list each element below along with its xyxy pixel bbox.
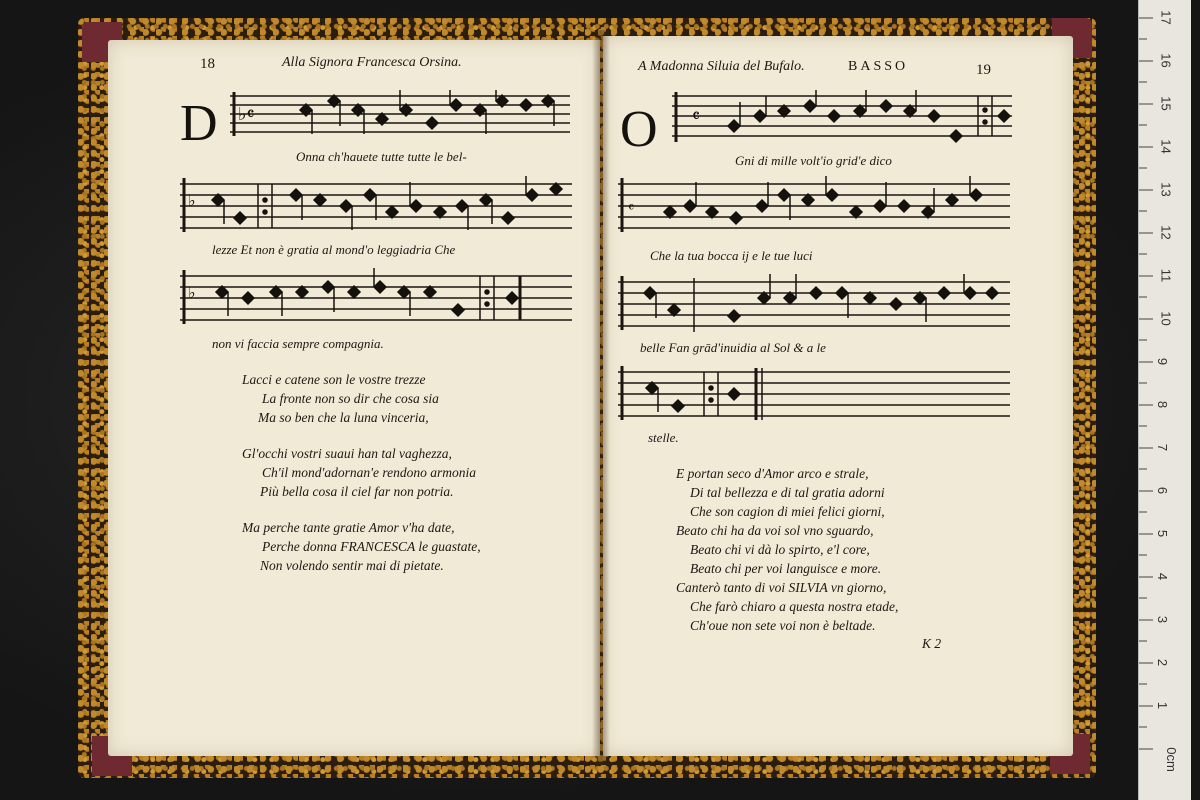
poem-line: Beato chi ha da voi sol vno sguardo, [676, 523, 874, 538]
poem-line: Perche donna FRANCESCA le guastate, [262, 539, 481, 554]
page-header-left: Alla Signora Francesca Orsina. [282, 55, 462, 70]
svg-text:♭: ♭ [188, 283, 196, 302]
measurement-ruler [1138, 0, 1191, 800]
ruler-label: 6 [1155, 486, 1171, 495]
poem-line: La fronte non so dir che cosa sia [262, 391, 439, 406]
svg-text:♭: ♭ [188, 191, 196, 210]
ruler-label: 3 [1155, 615, 1171, 624]
book-gutter [592, 30, 610, 765]
ruler-label: 5 [1155, 529, 1171, 538]
music-staff [180, 268, 572, 326]
svg-text:𝄴: 𝄴 [692, 106, 701, 127]
ruler-label: 2 [1155, 658, 1171, 667]
lyric-line: Gni di mille volt'io grid'e dico [735, 153, 892, 168]
music-staff [618, 274, 1010, 334]
music-staff [180, 176, 572, 234]
music-staff [230, 90, 570, 138]
poem-line: Beato chi per voi languisce e more. [690, 561, 882, 576]
music-staff [618, 176, 1010, 234]
ruler-label: 9 [1155, 357, 1171, 366]
signature-mark: K 2 [922, 636, 942, 651]
page-number-left: 18 [200, 56, 215, 72]
poem-line: Lacci e catene son le vostre trezze [242, 372, 426, 387]
ruler-label: 0cm [1163, 747, 1179, 772]
ruler-label: 17 [1158, 10, 1174, 25]
lyric-line: non vi faccia sempre compagnia. [212, 336, 384, 351]
poem-line: Ch'oue non sete voi non è beltade. [690, 618, 876, 633]
ruler-label: 14 [1158, 139, 1174, 154]
decorated-initial-O: O [620, 101, 658, 158]
music-staff [672, 90, 1012, 144]
poem-line: Non volendo sentir mai di pietate. [260, 558, 444, 573]
ruler-label: 10 [1158, 311, 1174, 326]
ruler-label: 4 [1155, 572, 1171, 581]
ruler-label: 13 [1158, 182, 1174, 197]
lyric-line: Che la tua bocca ij e le tue luci [650, 248, 813, 263]
poem-line: Che son cagion di miei felici giorni, [690, 504, 885, 519]
ruler-label: 1 [1155, 701, 1171, 710]
svg-text:𝄴: 𝄴 [628, 200, 635, 216]
poem-line: Beato chi vi dà lo spirto, e'l core, [690, 542, 870, 557]
voice-label: BASSO [848, 59, 909, 74]
poem-line: Che farò chiaro a questa nostra etade, [690, 599, 899, 614]
poem-line: Gl'occhi vostri suaui han tal vaghezza, [242, 446, 452, 461]
ruler-label: 15 [1158, 96, 1174, 111]
lyric-line: Onna ch'hauete tutte tutte le bel- [296, 149, 467, 164]
decorated-initial-D: D [180, 95, 218, 152]
poem-line: Ma so ben che la luna vinceria, [258, 410, 429, 425]
poem-line: Canterò tanto di voi SILVIA vn giorno, [676, 580, 887, 595]
poem-line: Più bella cosa il ciel far non potria. [260, 484, 454, 499]
lyric-line: belle Fan grād'inuidia al Sol & a le [640, 340, 826, 355]
svg-text:♭𝄴: ♭𝄴 [238, 104, 255, 125]
page-number-right: 19 [976, 62, 991, 78]
ruler-label: 11 [1158, 268, 1174, 283]
poem-line: Ch'il mond'adornan'e rendono armonia [262, 465, 477, 480]
music-staff [618, 364, 1010, 424]
ruler-label: 16 [1158, 53, 1174, 68]
poem-line: Ma perche tante gratie Amor v'ha date, [242, 520, 455, 535]
page-header-right: A Madonna Siluia del Bufalo. [638, 59, 805, 74]
ruler-label: 8 [1155, 400, 1171, 409]
ruler-label: 7 [1155, 443, 1171, 452]
poem-line: Di tal bellezza e di tal gratia adorni [690, 485, 885, 500]
poem-line: E portan seco d'Amor arco e strale, [676, 466, 869, 481]
lyric-line: stelle. [648, 430, 679, 445]
lyric-line: lezze Et non è gratia al mond'o leggiadria Che [212, 242, 456, 257]
ruler-label: 12 [1158, 225, 1174, 240]
